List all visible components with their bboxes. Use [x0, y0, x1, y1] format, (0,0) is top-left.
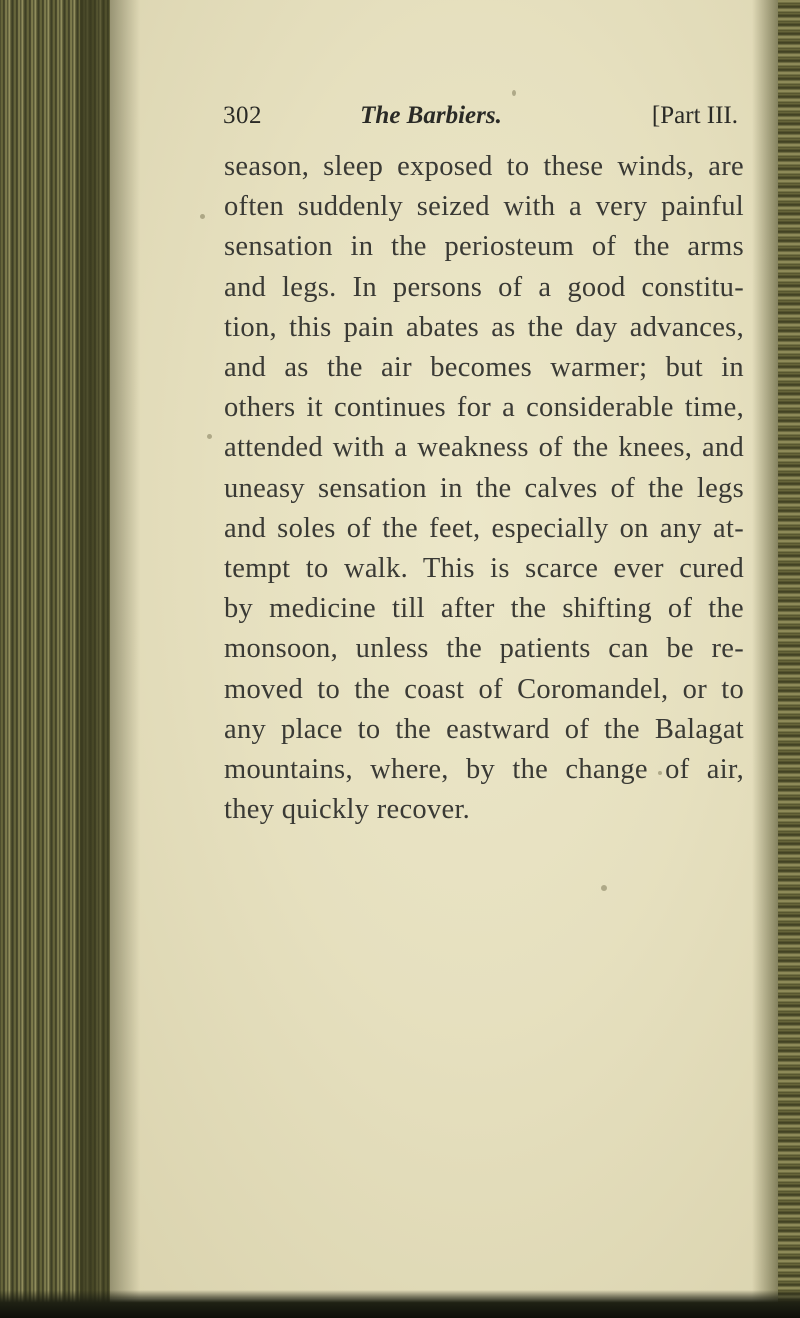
text-line: mountains, where, by the change of air, — [224, 754, 744, 786]
paper-speck — [207, 434, 212, 439]
paper-speck — [200, 214, 205, 219]
bottom-edge-shadow — [0, 1290, 800, 1318]
text-line: uneasy sensation in the calves of the legs — [224, 472, 744, 504]
body-paragraph — [224, 147, 744, 830]
part-label: [Part III. — [651, 102, 738, 129]
text-line: often suddenly seized with a very painful — [224, 191, 744, 223]
text-line: they quickly recover. — [224, 794, 471, 826]
paper-speck — [512, 90, 516, 96]
text-line: attended with a weakness of the knees, and — [224, 432, 744, 464]
text-line: others it continues for a considerable time, — [224, 392, 744, 424]
text-line: and legs. In persons of a good constitu- — [224, 271, 744, 303]
text-line: and as the air becomes warmer; but in — [224, 352, 744, 384]
text-line: by medicine till after the shifting of the — [224, 593, 744, 625]
right-page-edges — [778, 0, 800, 1318]
text-line: monsoon, unless the patients can be re- — [224, 633, 744, 665]
page-header — [223, 100, 738, 140]
text-line: any place to the eastward of the Balagat — [224, 713, 744, 745]
text-line: season, sleep exposed to these winds, are — [224, 151, 744, 182]
paper-speck — [601, 885, 607, 891]
running-title: The Barbiers. — [360, 102, 502, 129]
text-line: and soles of the feet, especially on any at- — [224, 512, 744, 544]
text-line: tion, this pain abates as the day advances, — [224, 311, 744, 343]
left-gutter-shadow — [80, 0, 140, 1318]
text-line: tempt to walk. This is scarce ever cured — [224, 553, 744, 585]
text-line: sensation in the periosteum of the arms — [224, 231, 744, 263]
text-line: moved to the coast of Coromandel, or to — [224, 673, 744, 705]
page-number: 302 — [223, 102, 262, 129]
